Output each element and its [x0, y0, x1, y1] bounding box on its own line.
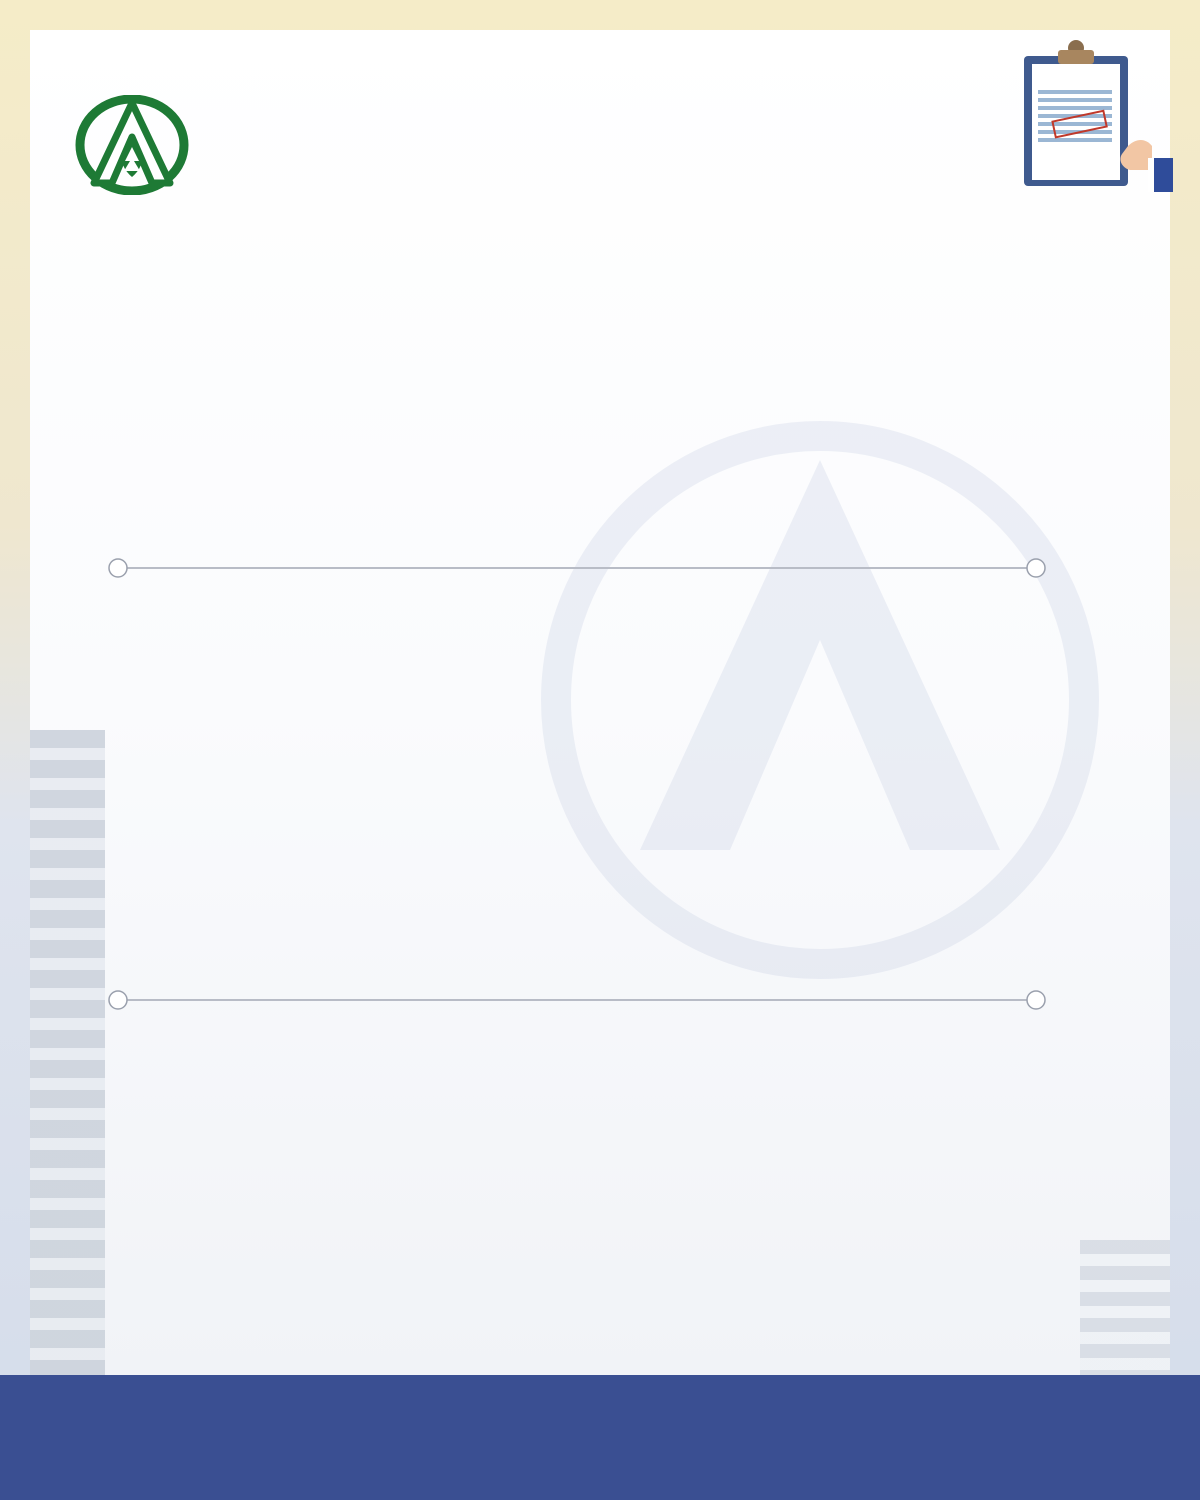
clipboard-icon	[1018, 38, 1173, 193]
building-photo-right	[1080, 1240, 1170, 1375]
section-divider	[108, 558, 1046, 578]
company-logo	[72, 95, 192, 195]
contact-footer	[0, 1375, 1200, 1500]
watermark-logo	[520, 400, 1120, 1000]
building-photo-left	[30, 730, 105, 1375]
section-divider	[108, 990, 1046, 1010]
